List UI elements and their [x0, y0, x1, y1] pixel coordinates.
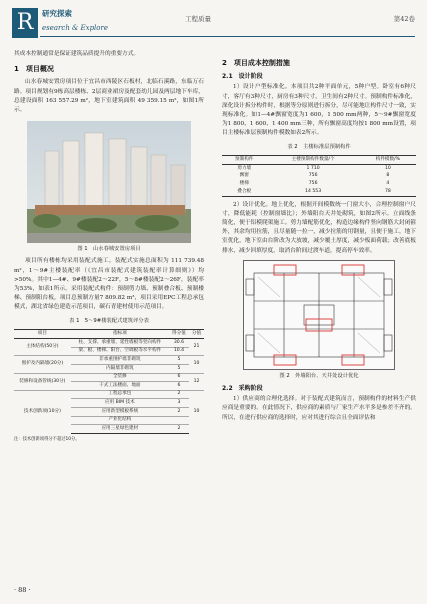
right-column [222, 50, 416, 423]
table-cell: 内隔墙非砌筑 [71, 365, 169, 374]
table-cell: 12 [189, 373, 204, 390]
section-heading-2: 2 项目成本控制措施 [222, 59, 290, 67]
table-row [222, 180, 416, 188]
journal-name-cn: 研究探索 [42, 9, 72, 18]
table-cell [169, 416, 189, 425]
table-row [222, 173, 416, 181]
table-cell: 全装修 [71, 373, 169, 382]
section-name: 工程质量 [185, 15, 211, 23]
table-cell: 5 [169, 356, 189, 365]
table-cell: 应用三星绿色建材 [71, 425, 169, 434]
table-row [14, 339, 204, 348]
table-1-header: 项目 [14, 329, 71, 338]
floor-plan-figure [243, 260, 395, 370]
overview-paragraph-1: 山水春城安置房项目位于宜昌市西陵区石板村，北临石溪路，东临万石路。项目规划有9栋高层楼栋、2层商业裙房及配套幼儿园及两层地下车库，总建设面积 163 557.29 m²，地下室建筑面积 49 359.15 m²，如图1所示。 [14, 79, 204, 114]
table-cell: 6 [169, 373, 189, 382]
table-cell: 8 [386, 173, 390, 179]
table-cell: 6 [169, 382, 189, 391]
table-cell: 10 [189, 356, 204, 373]
journal-logo: R [12, 8, 38, 38]
table-2 [222, 155, 416, 197]
intro-paragraph: 其成本控制通常是保证建筑品质提升的重要方式。 [14, 51, 140, 57]
table-row [14, 373, 204, 382]
table-row [222, 188, 416, 196]
table-cell: 主体结构(50分) [14, 339, 71, 356]
table-2-caption: 表 2 主楼标准层预制构件 [287, 143, 351, 150]
table-2-header: 主楼预制构件数量/个 [267, 155, 360, 164]
left-column [14, 50, 204, 444]
table-2-header: 预制构件 [222, 155, 267, 164]
procurement-paragraph-1: 1）供应商的合理化选择。对于装配式建筑而言，预制构件的材料生产供应商是重要的。在此情况下，供应商的素质与厂家生产水平多是参差不齐的。所以，在进行供应商的选择时，应对其进行综合且全面评估和 [222, 396, 416, 421]
figure-2-caption: 图 2 外墙阳台、天井处设计优化 [279, 372, 359, 379]
floor-plan-drawing [244, 261, 394, 369]
subsection-heading-2-1: 2.1 设计阶段 [222, 73, 263, 81]
table-cell: 梁、板、楼梯、阳台、空调板等水平构件 [71, 347, 169, 356]
table-1-header: 分值 [189, 329, 204, 338]
table-cell: 技术创新项(10分) [14, 390, 71, 433]
design-paragraph-2: 2）设计优化。地上优化，根据开间模数统一门窗大小，合理控制窗户尺寸，降低能耗（控制窗墙比）；外墙阳台天井处砌筑，如图2所示。立面线条简化，便于铝模爬架施工。剪力墙配筋优化，构造边缘构件竖向钢筋大封闭箍外，其余均用拉筋，且尽量随一拉一，减少拉筋的用钢量，且便于施工。地下室优化，地下室由台阶改为大放坡，减少覆土厚度，减少板面荷载；改善底板排水，减少回填厚度，取消台阶间过渡车道，提高停车效率。 [222, 201, 416, 254]
table-cell: 10 [384, 165, 391, 171]
page-header [0, 0, 427, 42]
table-cell: 10 [189, 390, 204, 433]
table-1-header: 指标项 [71, 329, 169, 338]
project-rendering-image [27, 121, 191, 243]
table-cell: 叠合板 [222, 188, 267, 196]
table-cell: 30.6 [169, 339, 189, 348]
table-cell: 剪力墙 [237, 165, 252, 171]
table-2-header: 构件模数/% [360, 155, 416, 164]
subsection-heading-2-2: 2.2 采购阶段 [222, 385, 263, 393]
figure-1-caption: 图 1 山水春城安置房项目 [77, 246, 141, 253]
table-1-header: 得分值 [169, 329, 189, 338]
table-cell: 装修和设备管线(30分) [14, 373, 71, 390]
table-cell: 1 710 [306, 165, 320, 171]
table-row [222, 165, 416, 173]
table-cell: 756 [308, 173, 318, 179]
table-cell: 5 [169, 365, 189, 374]
header-divider [40, 36, 415, 37]
table-cell: 应用新型模板系统 [71, 408, 169, 417]
table-cell: 2 [169, 408, 189, 417]
table-cell: 756 [308, 181, 318, 187]
table-cell: 围护及内隔墙(20分) [14, 356, 71, 373]
table-1-caption: 表 1 5～9#楼装配式建筑评分表 [69, 317, 149, 324]
table-cell: 柱、支撑、承重墙、延性墙板等竖向构件 [71, 339, 169, 348]
table-cell: 10.4 [169, 347, 189, 356]
journal-name-en: esearch & Explore [42, 24, 108, 32]
table-cell: 2 [169, 425, 189, 434]
table-cell: 产业化结构 [71, 416, 169, 425]
table-cell: 78 [360, 188, 416, 196]
overview-paragraph-2: 项目所有楼栋均采用装配式施工，装配式实施总面积为 111 739.48 m²，1～9#主楼装配率（《宜昌市装配式建筑装配率计算细则》）均>50%。其中1—4#、9#楼装配2～22F，5～8#楼装配2～26F，装配率为53%，如表1所示。采用装配式构件：预制剪力墙、预制叠合板、预制楼梯、预制阳台板，项目总预制方量7 809.82 m³，项目采用EPC工程总承包模式，湖北省绿色建造示范项目，碳石青建材使用示范项目。 [14, 258, 204, 311]
table-cell: 应用 BIM 技术 [71, 399, 169, 408]
table-cell: 楼梯 [239, 181, 249, 187]
table-cell: 2 [169, 390, 189, 399]
volume-number: 第42卷 [393, 15, 415, 23]
table-row [14, 356, 204, 365]
table-cell: 21 [189, 339, 204, 356]
table-cell: 飘窗 [239, 173, 249, 179]
table-1-note: 注：技术创新项得分不超过10分。 [14, 436, 80, 442]
section-heading-1: 1 项目概况 [14, 65, 54, 74]
project-photo [27, 121, 191, 243]
page-number: · 88 · [14, 586, 31, 594]
table-cell: 14 553 [267, 188, 360, 196]
table-row [14, 390, 204, 399]
table-cell: 非承重围护墙非砌筑 [71, 356, 169, 365]
design-paragraph-1: 1）设计户型标准化。本项目共2种平面单元，5种户型。卧室有6种尺寸，客厅有3种尺寸，厨房有3种尺寸，卫生间有2种尺寸。预制构件标准化，深化设计拆分构件时，根据等分原则进行拆分，尽可能地让构件尺寸一致，实现标准化。如1—4#飘窗宽度为1 600，1 500 mm两种，5～9#飘窗宽度为1 800、1 600、1 400 mm三种，所有飘窗高度均按1 800 mm设置，项目主楼标准层预制构件模数如表2所示。 [222, 84, 416, 137]
table-cell: 工程总承包 [71, 390, 169, 399]
table-cell: 干式工法楼面、地面 [71, 382, 169, 391]
table-cell: 3 [169, 399, 189, 408]
table-1 [14, 329, 204, 434]
table-cell: 4 [386, 181, 390, 187]
